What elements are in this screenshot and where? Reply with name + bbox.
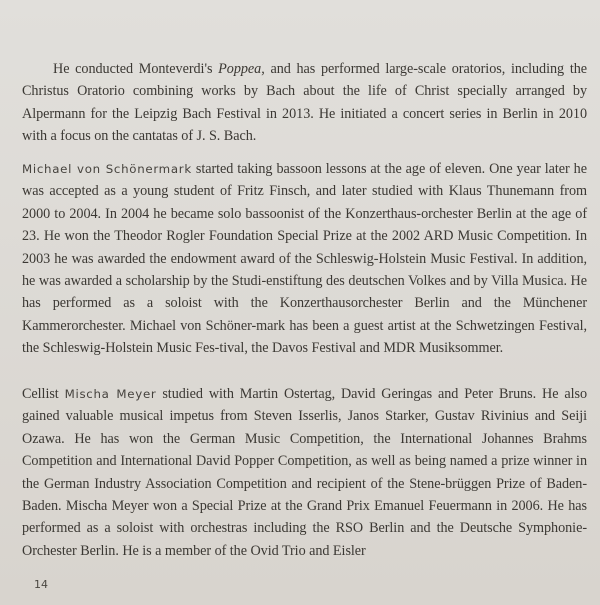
page-number: 14 [34,578,48,591]
bassoonist-bio-paragraph [22,158,587,360]
conductor-bio-paragraph [22,58,587,148]
paragraph-body-text: , and has performed large-scale oratorios, including the Christus Oratorio combining works by Bach about the life of Christ specially arranged by Alpermann for the Leipzig Bach Festival in 2013. He initiated a concert series in Berlin in 2010 with a focus on the cantatas of J. S. Bach. [22,61,587,145]
performer-name: Mischa Meyer [64,387,157,401]
paragraph-body-text: started taking bassoon lessons at the age of eleven. One year later he was accepted as a young student of Fritz Finsch, and later studied with Klaus Thunemann from 2000 to 2004. In 2004 he became solo bassoonist of the Konzerthaus-orchester Berlin at the age of 23. He won the Theodor Rogler Foundation Special Prize at the 2002 ARD Music Competition. In 2003 he was awarded the endowment award of the Schleswig-Holstein Music Festival. In addition, he was awarded a scholarship by the Studi-enstiftung des deutschen Volkes and by Villa Musica. He has performed as a soloist with the Konzerthausorchester Berlin and the Münchener Kammerorchester. Michael von Schöner-mark has been a guest artist at the Schwetzingen Festival, the Schleswig-Holstein Music Fes-tival, the Davos Festival and MDR Musiksommer. [22,161,587,357]
paragraph-lead-text: He conducted Monteverdi's [53,61,219,77]
paragraph-body-text: studied with Martin Ostertag, David Geringas and Peter Bruns. He also gained valuable musical impetus from Steven Isserlis, Janos Starker, Gustav Rivinius and Seiji Ozawa. He has won the German Music Competition, the International Johannes Brahms Competition and International David Popper Competition, as well as being named a prize winner in the German Industry Association Competition and recipient of the Stene-brüggen Prize of Baden-Baden. Mischa Meyer won a Special Prize at the Grand Prix Emanuel Feuermann in 2006. He has performed as a soloist with orchestras including the RSO Berlin and the Deutsche Symphonie-Orchester Berlin. He is a member of the Ovid Trio and Eisler [22,386,587,559]
performer-name: Michael von Schönermark [22,162,192,176]
opera-title: Poppea [218,61,262,77]
cellist-bio-paragraph [22,383,587,562]
paragraph-lead-text: Cellist [22,386,65,402]
